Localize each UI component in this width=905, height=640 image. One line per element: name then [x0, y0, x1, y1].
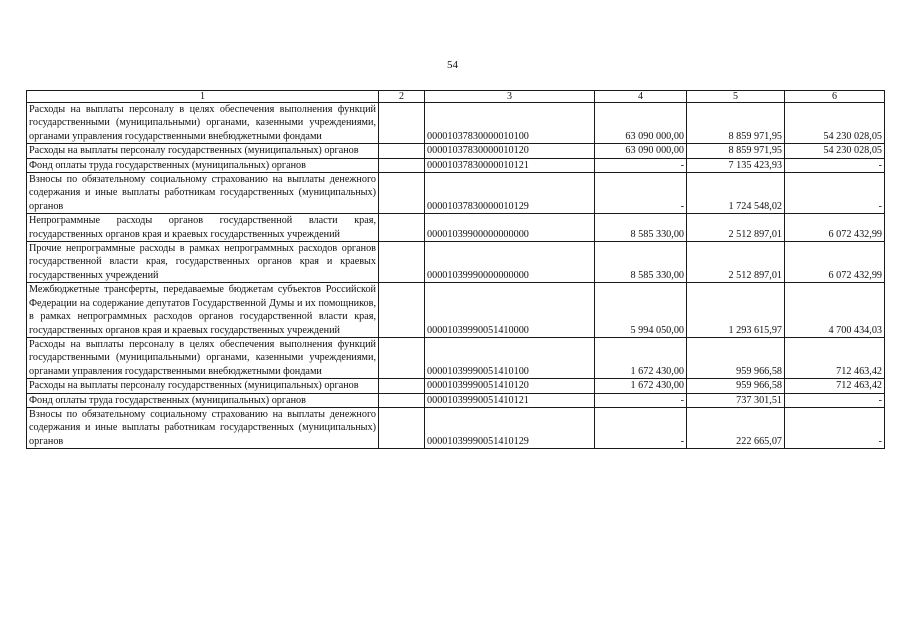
planned-amount: -	[595, 407, 687, 448]
column-header: 3	[425, 91, 595, 103]
budget-code: 00001039990051410129	[425, 407, 595, 448]
remainder-amount: 6 072 432,99	[785, 242, 885, 283]
executed-amount: 1 724 548,02	[687, 173, 785, 214]
remainder-amount: 712 463,42	[785, 337, 885, 378]
column-2-cell	[379, 173, 425, 214]
remainder-amount: 54 230 028,05	[785, 144, 885, 158]
remainder-amount: -	[785, 173, 885, 214]
column-2-cell	[379, 393, 425, 407]
expense-name: Непрограммные расходы органов государственной власти края, государственных органов края и краевых государственных учреждений	[27, 214, 379, 242]
remainder-amount: -	[785, 158, 885, 172]
column-header: 1	[27, 91, 379, 103]
table-row	[27, 103, 885, 144]
table-row	[27, 393, 885, 407]
executed-amount: 8 859 971,95	[687, 103, 785, 144]
column-header: 5	[687, 91, 785, 103]
executed-amount: 1 293 615,97	[687, 283, 785, 338]
budget-code: 00001039990051410120	[425, 379, 595, 393]
page-number: 54	[447, 59, 458, 71]
executed-amount: 737 301,51	[687, 393, 785, 407]
expense-name: Расходы на выплаты персоналу в целях обеспечения выполнения функций государственными (муниципальными) органами, казенными учреждениями, органами управления государственными внебюджетными фондами	[27, 337, 379, 378]
column-2-cell	[379, 214, 425, 242]
column-header: 2	[379, 91, 425, 103]
expense-name: Расходы на выплаты персоналу в целях обеспечения выполнения функций государственными (муниципальными) органами, казенными учреждениями, органами управления государственными внебюджетными фондами	[27, 103, 379, 144]
column-2-cell	[379, 158, 425, 172]
planned-amount: 63 090 000,00	[595, 144, 687, 158]
budget-code: 00001039990051410000	[425, 283, 595, 338]
column-2-cell	[379, 103, 425, 144]
column-2-cell	[379, 379, 425, 393]
remainder-amount: 4 700 434,03	[785, 283, 885, 338]
budget-table	[26, 90, 885, 449]
remainder-amount: 6 072 432,99	[785, 214, 885, 242]
expense-name: Фонд оплаты труда государственных (муниципальных) органов	[27, 158, 379, 172]
remainder-amount: 712 463,42	[785, 379, 885, 393]
column-2-cell	[379, 283, 425, 338]
remainder-amount: -	[785, 407, 885, 448]
planned-amount: 8 585 330,00	[595, 242, 687, 283]
expense-name: Прочие непрограммные расходы в рамках непрограммных расходов органов государственной власти края, государственных органов края и краевых государственных учреждений	[27, 242, 379, 283]
table-header-row	[27, 91, 885, 103]
executed-amount: 959 966,58	[687, 337, 785, 378]
executed-amount: 222 665,07	[687, 407, 785, 448]
table-row	[27, 407, 885, 448]
table-row	[27, 173, 885, 214]
budget-code: 00001039990000000000	[425, 242, 595, 283]
executed-amount: 2 512 897,01	[687, 214, 785, 242]
budget-code: 00001039990051410121	[425, 393, 595, 407]
remainder-amount: 54 230 028,05	[785, 103, 885, 144]
executed-amount: 2 512 897,01	[687, 242, 785, 283]
budget-code: 00001037830000010129	[425, 173, 595, 214]
expense-name: Расходы на выплаты персоналу государственных (муниципальных) органов	[27, 379, 379, 393]
executed-amount: 7 135 423,93	[687, 158, 785, 172]
budget-code: 00001039990051410100	[425, 337, 595, 378]
executed-amount: 959 966,58	[687, 379, 785, 393]
column-header: 6	[785, 91, 885, 103]
table-row	[27, 283, 885, 338]
planned-amount: 1 672 430,00	[595, 379, 687, 393]
budget-code: 00001037830000010100	[425, 103, 595, 144]
budget-code: 00001037830000010120	[425, 144, 595, 158]
column-header: 4	[595, 91, 687, 103]
planned-amount: -	[595, 393, 687, 407]
table-row	[27, 144, 885, 158]
planned-amount: 1 672 430,00	[595, 337, 687, 378]
planned-amount: 63 090 000,00	[595, 103, 687, 144]
column-2-cell	[379, 407, 425, 448]
planned-amount: -	[595, 158, 687, 172]
expense-name: Межбюджетные трансферты, передаваемые бюджетам субъектов Российской Федерации на содержание депутатов Государственной Думы и их помощников, в рамках непрограммных расходов органов государственной власти края, государственных органов края и краевых государственных учреждений	[27, 283, 379, 338]
table-row	[27, 379, 885, 393]
column-2-cell	[379, 337, 425, 378]
expense-name: Фонд оплаты труда государственных (муниципальных) органов	[27, 393, 379, 407]
executed-amount: 8 859 971,95	[687, 144, 785, 158]
table-row	[27, 214, 885, 242]
column-2-cell	[379, 144, 425, 158]
table-row	[27, 337, 885, 378]
planned-amount: 5 994 050,00	[595, 283, 687, 338]
expense-name: Взносы по обязательному социальному страхованию на выплаты денежного содержания и иные выплаты работникам государственных (муниципальных) органов	[27, 173, 379, 214]
budget-code: 00001039900000000000	[425, 214, 595, 242]
column-2-cell	[379, 242, 425, 283]
budget-code: 00001037830000010121	[425, 158, 595, 172]
table-row	[27, 242, 885, 283]
expense-name: Взносы по обязательному социальному страхованию на выплаты денежного содержания и иные выплаты работникам государственных (муниципальных) органов	[27, 407, 379, 448]
planned-amount: 8 585 330,00	[595, 214, 687, 242]
table-row	[27, 158, 885, 172]
planned-amount: -	[595, 173, 687, 214]
remainder-amount: -	[785, 393, 885, 407]
expense-name: Расходы на выплаты персоналу государственных (муниципальных) органов	[27, 144, 379, 158]
